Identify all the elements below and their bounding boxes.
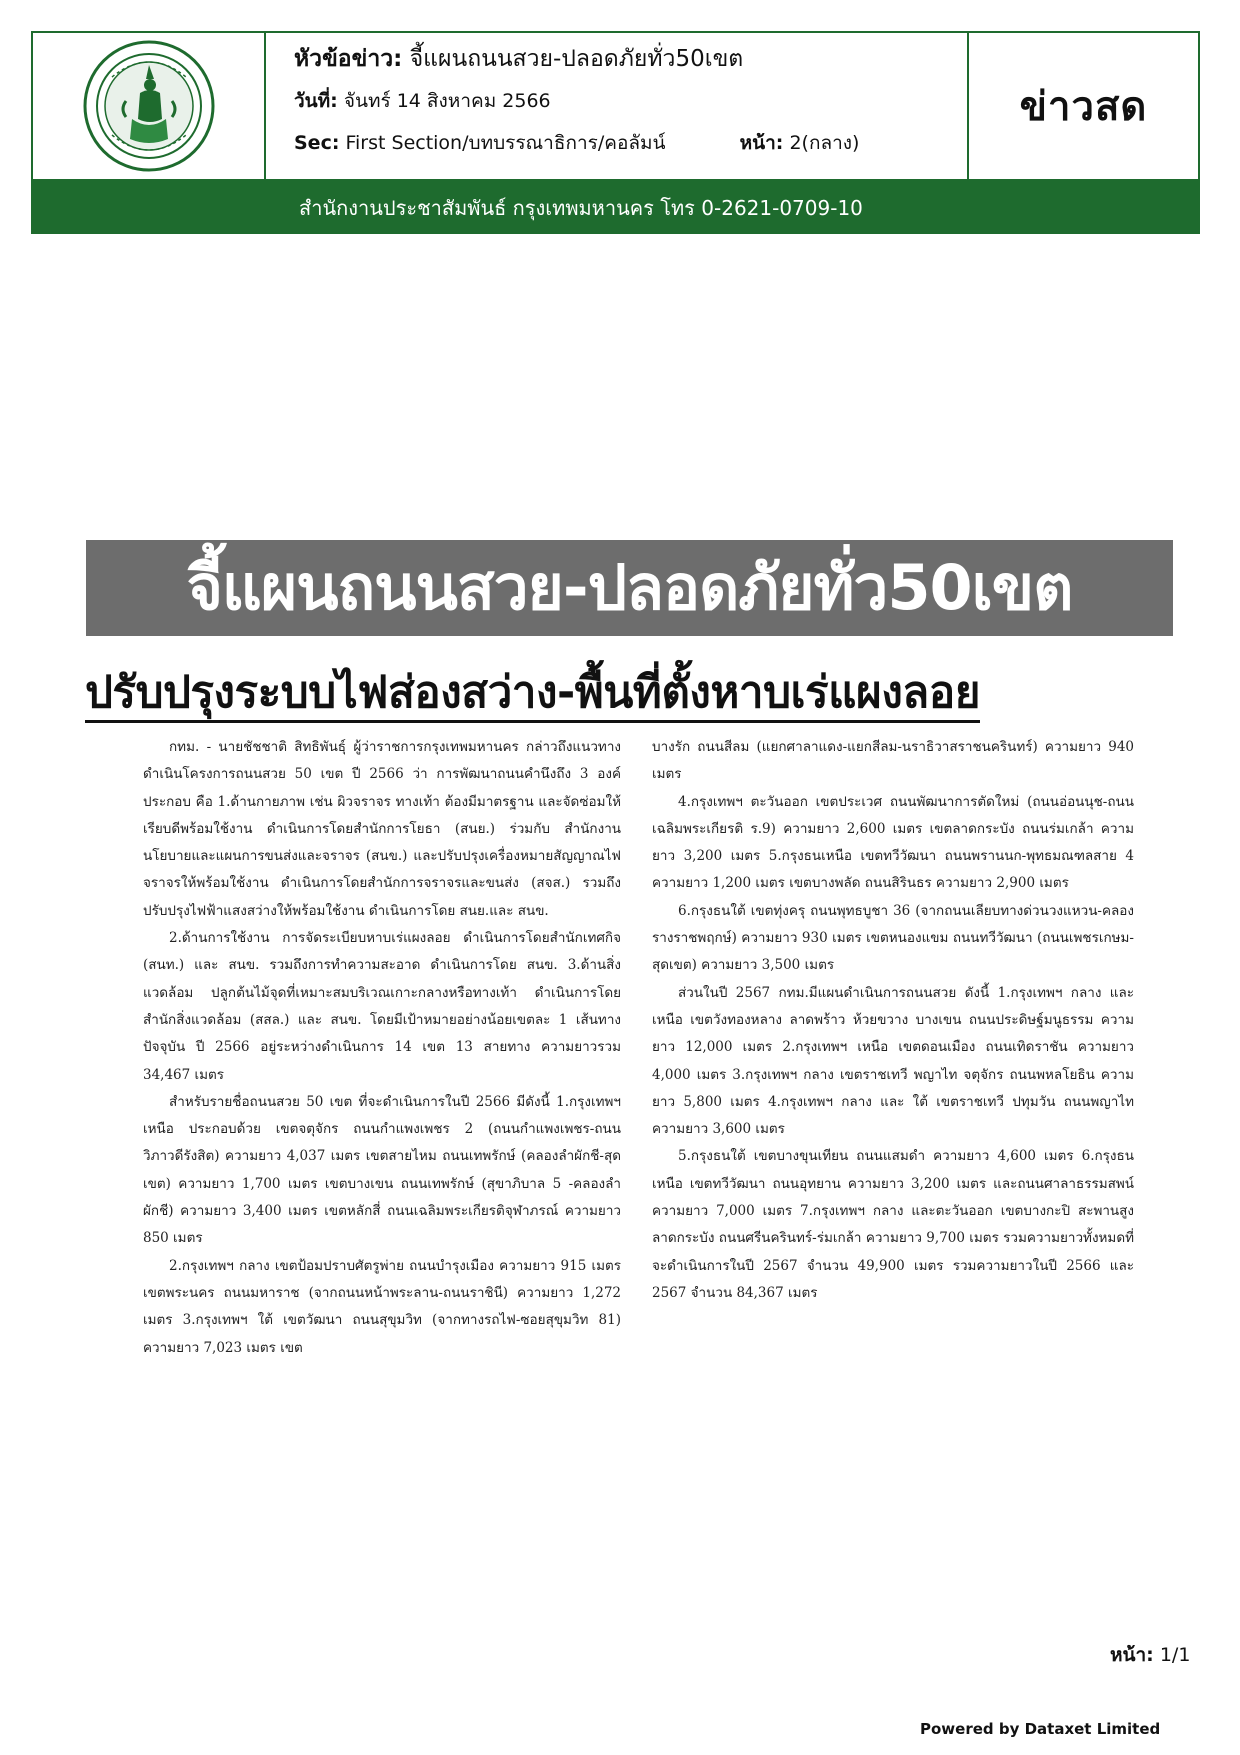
powered-by: Powered by Dataxet Limited xyxy=(920,1720,1161,1738)
page-number xyxy=(1110,1640,1190,1670)
topic-value: จี้แผนถนนสวย-ปลอดภัยทั่ว50เขต xyxy=(409,46,744,72)
logo-cell xyxy=(33,33,266,179)
article-paragraph: 6.กรุงธนใต้ เขตทุ่งครุ ถนนพุทธบูชา 36 (จากถนนเลียบทางด่วนวงแหวน-คลองรางราชพฤกษ์) ความยาว 930 เมตร เขตหนองแขม ถนนทวีวัฒนา (ถนนเพชรเกษม-สุดเขต) ความยาว 3,500 เมตร xyxy=(652,902,1134,974)
page-label: หน้า: xyxy=(739,132,784,154)
clipping-header xyxy=(31,31,1200,181)
article-paragraph: กทม. - นายชัชชาติ สิทธิพันธุ์ ผู้ว่าราชการกรุงเทพมหานคร กล่าวถึงแนวทางดำเนินโครงการถนนสวย 50 เขต ปี 2566 ว่า การพัฒนาถนนคำนึงถึง 3 องค์ประกอบ คือ 1.ด้านกายภาพ เช่น ผิวจราจร ทางเท้า ต้องมีมาตรฐาน และจัดซ่อมให้เรียบดีพร้อมใช้งาน ดำเนินการโดยสำนักการโยธา (สนย.) ร่วมกับ สำนักงานนโยบายและแผนการขนส่งและจราจร (สนข.) และปรับปรุงเครื่องหมายสัญญาณไฟจราจรให้พร้อมใช้งาน ดำเนินการโดยสำนักการจราจรและขนส่ง (สจส.) รวมถึงปรับปรุงไฟฟ้าแสงสว่างให้พร้อมใช้งาน ดำเนินการโดย สนย.และ สนข. xyxy=(143,739,621,919)
section-label: Sec: xyxy=(294,132,340,154)
newspaper-name: ข่าวสด xyxy=(1019,84,1148,130)
article-column-right xyxy=(652,734,1134,1307)
newspaper-tag-cell xyxy=(969,33,1198,179)
section-value: First Section/บทบรรณาธิการ/คอลัมน์ xyxy=(345,132,666,154)
article-paragraph: ส่วนในปี 2567 กทม.มีแผนดำเนินการถนนสวย ดังนี้ 1.กรุงเทพฯ กลาง และเหนือ เขตวังทองหลาง ลาดพร้าว ห้วยขวาง บางเขน ถนนประดิษฐ์มนูธรรม ความยาว 12,000 เมตร 2.กรุงเทพฯ เหนือ เขตดอนเมือง ถนนเทิดราชัน ความยาว 4,000 เมตร 3.กรุงเทพฯ กลาง เขตราชเทวี พญาไท จตุจักร ถนนพหลโยธิน ความยาว 5,800 เมตร 4.กรุงเทพฯ กลาง และ ใต้ เขตราชเทวี ปทุมวัน ถนนพญาไท ความยาว 3,600 เมตร xyxy=(652,984,1134,1138)
date-value: จันทร์ 14 สิงหาคม 2566 xyxy=(343,90,551,112)
article-paragraph: 5.กรุงธนใต้ เขตบางขุนเทียน ถนนแสมดำ ความยาว 4,600 เมตร 6.กรุงธนเหนือ เขตทวีวัฒนา ถนนอุทยาน ความยาว 3,200 เมตร และถนนศาลาธรรมสพน์ ความยาว 7,000 เมตร 7.กรุงเทพฯ กลาง และตะวันออก เขตบางกะปิ สะพานสูง ลาดกระบัง ถนนศรีนครินทร์-ร่มเกล้า ความยาว 9,700 เมตร รวมความยาวทั้งหมดที่จะดำเนินการในปี 2567 จำนวน 49,900 เมตร รวมความยาวในปี 2566 และ 2567 จำนวน 84,367 เมตร xyxy=(652,1148,1134,1301)
page-number-label: หน้า: xyxy=(1110,1644,1154,1666)
article-column-left xyxy=(143,734,621,1362)
section-row xyxy=(294,131,967,155)
article-paragraph: สำหรับรายชื่อถนนสวย 50 เขต ที่จะดำเนินการในปี 2566 มีดังนี้ 1.กรุงเทพฯ เหนือ ประกอบด้วย เขตจตุจักร ถนนกำแพงเพชร 2 (ถนนกำแพงเพชร-ถนนวิภาวดีรังสิต) ความยาว 4,037 เมตร เขตสายไหม ถนนเทพรักษ์ (คลองลำผักชี-สุดเขต) ความยาว 1,700 เมตร เขตบางเขน ถนนเทพรักษ์ (สุขาภิบาล 5 -คลองลำผักชี) ความยาว 3,400 เมตร เขตหลักสี่ ถนนเฉลิมพระเกียรติจุฬาภรณ์ ความยาว 850 เมตร xyxy=(143,1093,621,1247)
date-label: วันที่: xyxy=(294,90,338,112)
headline: จี้แผนถนนสวย-ปลอดภัยทั่ว50เขต xyxy=(186,551,1073,624)
office-contact-bar xyxy=(31,181,1200,234)
topic-label: หัวข้อข่าว: xyxy=(294,46,403,72)
article-paragraph: 2.กรุงเทพฯ กลาง เขตป้อมปราบศัตรูพ่าย ถนนบำรุงเมือง ความยาว 915 เมตร เขตพระนคร ถนนมหาราช (จากถนนหน้าพระลาน-ถนนราชินี) ความยาว 1,272 เมตร 3.กรุงเทพฯ ใต้ เขตวัฒนา ถนนสุขุมวิท (จากทางรถไฟ-ซอยสุขุมวิท 81) ความยาว 7,023 เมตร เขต xyxy=(143,1257,621,1356)
topic-row xyxy=(294,47,967,71)
article-paragraph: บางรัก ถนนสีลม (แยกศาลาแดง-แยกสีลม-นราธิวาสราชนครินทร์) ความยาว 940 เมตร xyxy=(652,739,1134,783)
page-number-value: 1/1 xyxy=(1159,1644,1191,1666)
article-paragraph: 4.กรุงเทพฯ ตะวันออก เขตประเวศ ถนนพัฒนาการตัดใหม่ (ถนนอ่อนนุช-ถนนเฉลิมพระเกียรติ ร.9) ความยาว 2,600 เมตร เขตลาดกระบัง ถนนร่มเกล้า ความยาว 3,200 เมตร 5.กรุงธนเหนือ เขตทวีวัฒนา ถนนพรานนก-พุทธมณฑลสาย 4 ความยาว 1,200 เมตร เขตบางพลัด ถนนสิรินธร ความยาว 2,900 เมตร xyxy=(652,793,1134,892)
subheadline xyxy=(85,657,1175,727)
bangkok-seal-icon xyxy=(82,39,216,173)
date-row xyxy=(294,89,967,113)
subheadline-text: ปรับปรุงระบบไฟส่องสว่าง-พื้นที่ตั้งหาบเร่แผงลอย xyxy=(85,667,980,723)
headline-banner xyxy=(86,540,1173,636)
office-contact-text: สำนักงานประชาสัมพันธ์ กรุงเทพมหานคร โทร 0-2621-0709-10 xyxy=(299,195,863,220)
page-value: 2(กลาง) xyxy=(789,132,860,154)
article-paragraph: 2.ด้านการใช้งาน การจัดระเบียบหาบเร่แผงลอย ดำเนินการโดยสำนักเทศกิจ (สนท.) และ สนข. รวมถึงการทำความสะอาด ดำเนินการโดย สนข. 3.ด้านสิ่งแวดล้อม ปลูกต้นไม้จุดที่เหมาะสมบริเวณเกาะกลางหรือทางเท้า ดำเนินการโดยสำนักสิ่งแวดล้อม (สสล.) และ สนข. โดยมีเป้าหมายอย่างน้อยเขตละ 1 เส้นทาง ปัจจุบัน ปี 2566 อยู่ระหว่างดำเนินการ 14 เขต 13 สายทาง ความยาวรวม 34,467 เมตร xyxy=(143,930,621,1083)
clipping-info xyxy=(266,33,969,179)
